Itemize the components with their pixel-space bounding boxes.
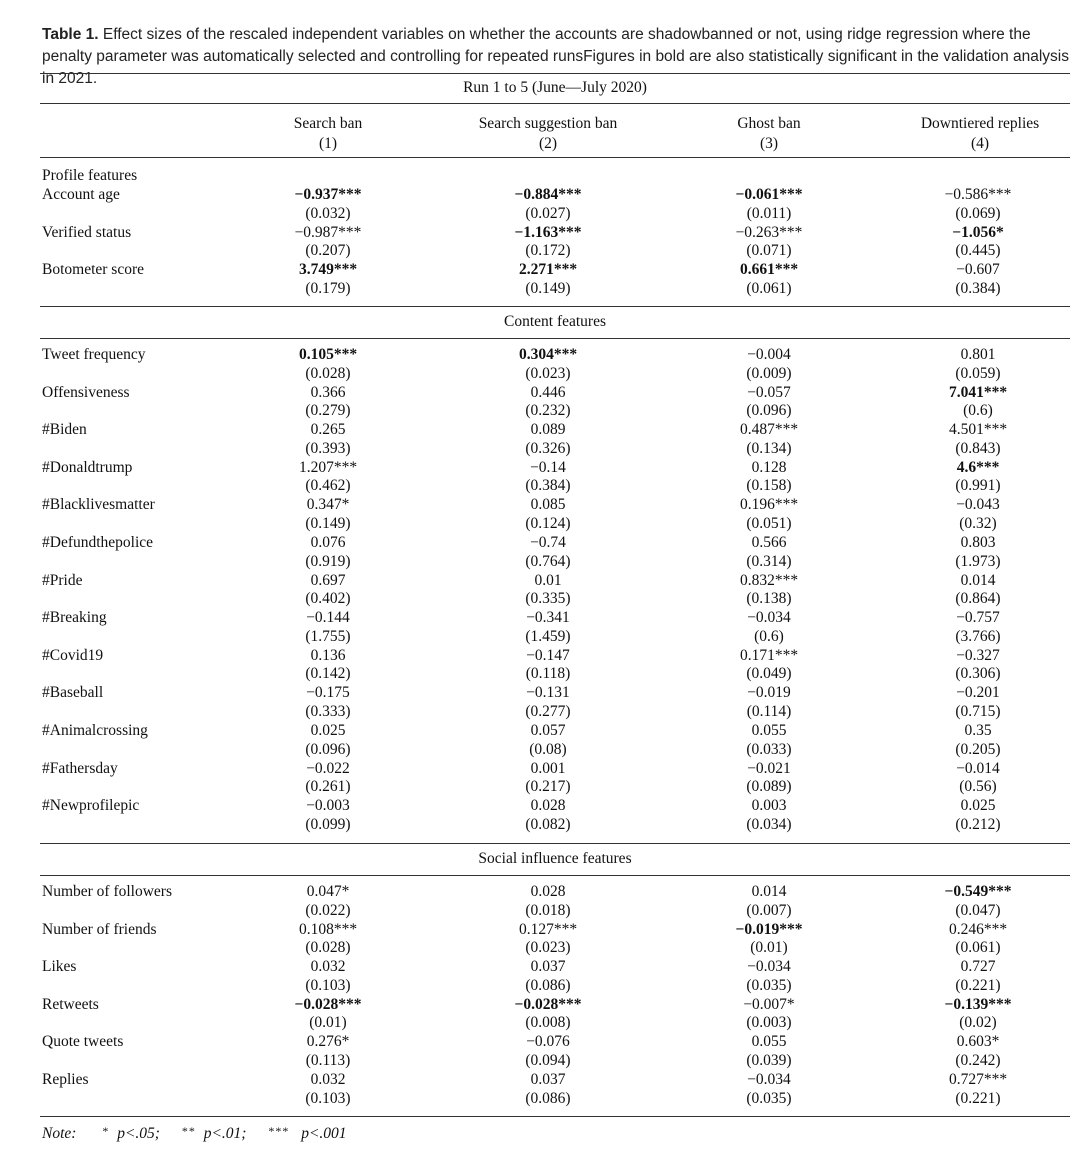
coefficient-cell: −0.021 (747, 759, 791, 777)
coefficient-cell: 0.055 (751, 1033, 787, 1051)
coefficient-cell: 0.832*** (739, 571, 799, 589)
row-label: Number of followers (42, 883, 172, 900)
standard-error-cell: (0.028) (305, 364, 351, 382)
coefficient-cell: 0.032 (310, 1071, 346, 1088)
standard-error-cell: (0.061) (746, 279, 792, 297)
coefficient-cell: −0.607 (956, 261, 1000, 279)
coefficient-cell: −0.034 (747, 958, 791, 976)
standard-error-cell: (0.059) (955, 364, 1001, 382)
coefficient-cell: −0.057 (747, 383, 791, 401)
note-p-1: p<.05; (117, 1125, 160, 1142)
content-start-rule (40, 338, 1070, 339)
standard-error-cell: (0.158) (746, 477, 792, 495)
caption-text: Effect sizes of the rescaled independent variables on whether the accounts are shadowbanned or not, using ridge regression where the penalty parameter was automatically selected and controlling for repeated runsFigures in bold are also statistically significant in the validation analysis in 2021. (42, 26, 1069, 87)
coefficient-cell: −0.034 (747, 609, 791, 627)
coefficient-cell: −0.987*** (294, 223, 362, 241)
row-label: #Pride (42, 571, 83, 589)
standard-error-cell: (0.032) (305, 204, 351, 222)
standard-error-cell: (0.232) (525, 402, 571, 420)
coefficient-cell: 0.089 (530, 421, 566, 439)
row-label: Botometer score (42, 261, 145, 279)
standard-error-cell: (0.179) (305, 279, 351, 297)
standard-error-cell: (0.843) (955, 439, 1001, 457)
standard-error-cell: (0.149) (305, 515, 351, 532)
coefficient-cell: −0.076 (526, 1033, 570, 1051)
coefficient-cell: 0.35 (964, 722, 992, 739)
coefficient-cell: −0.019*** (735, 920, 803, 938)
column-name: Search suggestion ban (478, 115, 618, 132)
section-title-content: Content features (503, 313, 606, 330)
coefficient-cell: 0.801 (960, 346, 996, 363)
column-header-ghost-ban (659, 114, 879, 154)
coefficient-cell: 0.028 (530, 883, 566, 900)
coefficient-cell: −0.74 (530, 534, 566, 551)
standard-error-cell: (0.118) (525, 665, 571, 683)
column-name: Downtiered replies (920, 115, 1040, 132)
standard-error-cell: (0.01) (309, 1014, 347, 1032)
coefficient-cell: −0.028*** (294, 995, 362, 1013)
standard-error-cell: (0.01) (750, 939, 788, 957)
column-header-downtiered-replies (870, 114, 1080, 154)
coefficient-cell: −0.061*** (735, 186, 803, 203)
standard-error-cell: (0.764) (525, 552, 571, 570)
standard-error-cell: (0.022) (305, 901, 351, 919)
coefficient-cell: 0.025 (310, 722, 346, 739)
standard-error-cell: (0.142) (305, 665, 351, 683)
standard-error-cell: (0.6) (963, 402, 993, 420)
standard-error-cell: (0.007) (746, 901, 792, 919)
standard-error-cell: (0.113) (305, 1052, 351, 1069)
standard-error-cell: (0.08) (529, 740, 567, 758)
bottom-rule (40, 1116, 1070, 1117)
row-label: Tweet frequency (42, 346, 146, 363)
standard-error-cell: (0.384) (525, 477, 571, 495)
standard-error-cell: (0.069) (955, 204, 1001, 222)
coefficient-cell: −0.937*** (294, 186, 362, 203)
standard-error-cell: (0.047) (955, 901, 1001, 919)
coefficient-cell: 0.001 (530, 759, 566, 777)
standard-error-cell: (0.035) (746, 976, 792, 994)
coefficient-cell: −0.028*** (514, 995, 582, 1013)
coefficient-cell: 0.085 (530, 496, 566, 514)
row-label: #Biden (42, 421, 87, 439)
coefficient-cell: 0.661*** (739, 261, 799, 279)
standard-error-cell: (0.124) (525, 515, 571, 532)
coefficient-cell: 0.025 (960, 797, 996, 815)
row-label: #Fathersday (42, 759, 118, 777)
standard-error-cell: (0.402) (305, 590, 351, 608)
note-p-3: p<.001 (301, 1125, 347, 1142)
standard-error-cell: (0.333) (305, 703, 351, 720)
coefficient-cell: 0.727*** (948, 1071, 1008, 1088)
coefficient-cell: 0.196*** (739, 496, 799, 514)
standard-error-cell: (0.134) (746, 439, 792, 457)
coefficient-cell: −0.131 (526, 684, 570, 702)
standard-error-cell: (0.32) (959, 515, 997, 532)
row-label: #Blacklivesmatter (42, 496, 155, 514)
coefficient-cell: 0.003 (751, 797, 787, 815)
standard-error-cell: (0.099) (305, 815, 351, 833)
standard-error-cell: (0.114) (746, 703, 792, 720)
coefficient-cell: 4.501*** (948, 421, 1008, 439)
coefficient-cell: 0.603* (956, 1033, 1000, 1051)
coefficient-cell: 2.271*** (518, 261, 578, 279)
standard-error-cell: (0.02) (959, 1014, 997, 1032)
coefficient-cell: 0.127*** (518, 920, 578, 938)
standard-error-cell: (0.6) (754, 627, 784, 645)
row-label: Number of friends (42, 920, 157, 938)
coefficient-cell: 0.128 (751, 458, 787, 476)
coefficient-cell: −0.034 (747, 1071, 791, 1088)
standard-error-cell: (0.242) (955, 1052, 1001, 1069)
coefficient-cell: −0.884*** (514, 186, 582, 203)
standard-error-cell: (0.096) (746, 402, 792, 420)
coefficient-cell: −0.341 (526, 609, 570, 627)
standard-error-cell: (0.279) (305, 402, 351, 420)
standard-error-cell: (0.207) (305, 242, 351, 260)
coefficient-cell: 4.6*** (956, 458, 1000, 476)
coefficient-cell: 0.037 (530, 1071, 566, 1088)
standard-error-cell: (0.094) (525, 1052, 571, 1069)
coefficient-cell: 0.727 (960, 958, 996, 976)
coefficient-cell: 0.136 (310, 646, 346, 664)
note-label: Note: (42, 1125, 77, 1142)
standard-error-cell: (0.172) (525, 242, 571, 260)
profile-end-rule (40, 306, 1070, 307)
coefficient-cell: 0.347* (306, 496, 350, 514)
standard-error-cell: (0.071) (746, 242, 792, 260)
coefficient-cell: −0.019 (747, 684, 791, 702)
note-star-2: ** (181, 1124, 196, 1138)
coefficient-cell: −0.175 (306, 684, 350, 702)
standard-error-cell: (0.039) (746, 1052, 792, 1069)
column-name: Search ban (293, 115, 363, 132)
caption-label: Table 1. (42, 26, 99, 43)
standard-error-cell: (0.033) (746, 740, 792, 758)
standard-error-cell: (0.306) (955, 665, 1001, 683)
coefficient-cell: −1.056* (952, 223, 1004, 241)
standard-error-cell: (0.715) (955, 703, 1001, 720)
standard-error-cell: (0.028) (305, 939, 351, 957)
coefficient-cell: 0.487*** (739, 421, 799, 439)
standard-error-cell: (0.149) (525, 279, 571, 297)
standard-error-cell: (0.096) (305, 740, 351, 758)
standard-error-cell: (0.261) (305, 778, 351, 796)
standard-error-cell: (0.009) (746, 364, 792, 382)
coefficient-cell: 3.749*** (298, 261, 358, 279)
run-title: Run 1 to 5 (June—July 2020) (463, 79, 647, 96)
standard-error-cell: (3.766) (955, 627, 1001, 645)
coefficient-cell: −0.757 (956, 609, 1000, 627)
coefficient-cell: −0.144 (306, 609, 350, 627)
significance-note (42, 1124, 347, 1143)
section-title-social: Social influence features (478, 850, 632, 867)
column-header-search-suggestion-ban (428, 114, 668, 154)
standard-error-cell: (0.314) (746, 552, 792, 570)
row-label: #Newprofilepic (42, 797, 140, 815)
coefficient-cell: −0.14 (530, 458, 566, 476)
standard-error-cell: (0.138) (746, 590, 792, 608)
column-number: (2) (538, 135, 558, 152)
coefficient-cell: 0.446 (530, 383, 566, 401)
standard-error-cell: (0.018) (525, 901, 571, 919)
standard-error-cell: (0.277) (525, 703, 571, 720)
coefficient-cell: −0.022 (306, 759, 350, 777)
coefficient-cell: 0.246*** (948, 920, 1008, 938)
coefficient-cell: 0.028 (530, 797, 566, 815)
standard-error-cell: (0.051) (746, 515, 792, 532)
coefficient-cell: 0.366 (310, 383, 346, 401)
standard-error-cell: (0.003) (746, 1014, 792, 1032)
coefficient-cell: 0.276* (306, 1033, 350, 1051)
column-number: (4) (970, 135, 990, 152)
header-rule (40, 157, 1070, 158)
row-label: Quote tweets (42, 1033, 124, 1051)
standard-error-cell: (0.082) (525, 815, 571, 833)
standard-error-cell: (0.049) (746, 665, 792, 683)
coefficient-cell: −0.327 (956, 646, 1000, 664)
column-header-search-ban (218, 114, 438, 154)
standard-error-cell: (0.086) (525, 976, 571, 994)
row-label: Offensiveness (42, 383, 130, 401)
coefficient-cell: 0.047* (306, 883, 350, 900)
standard-error-cell: (0.205) (955, 740, 1001, 758)
coefficient-cell: 1.207*** (298, 458, 358, 476)
note-star-1: * (102, 1124, 110, 1138)
coefficient-cell: −0.003 (306, 797, 350, 815)
row-label: #Covid19 (42, 646, 104, 664)
standard-error-cell: (1.459) (525, 627, 571, 645)
standard-error-cell: (0.034) (746, 815, 792, 833)
content-end-rule (40, 843, 1070, 844)
coefficient-cell: 0.057 (530, 722, 566, 739)
standard-error-cell: (0.384) (955, 279, 1001, 297)
standard-error-cell: (0.864) (955, 590, 1001, 608)
coefficient-cell: −0.043 (956, 496, 1000, 514)
coefficient-cell: 0.304*** (518, 346, 578, 363)
standard-error-cell: (0.061) (955, 939, 1001, 957)
standard-error-cell: (0.462) (305, 477, 351, 495)
coefficient-cell: 0.076 (310, 534, 346, 551)
standard-error-cell: (0.089) (746, 778, 792, 796)
note-p-2: p<.01; (203, 1125, 247, 1142)
coefficient-cell: −0.014 (956, 759, 1000, 777)
standard-error-cell: (0.919) (305, 552, 351, 570)
row-label: Likes (42, 958, 77, 976)
coefficient-cell: 0.171*** (739, 646, 799, 664)
coefficient-cell: 0.014 (751, 883, 787, 900)
coefficient-cell: 0.265 (310, 421, 346, 439)
standard-error-cell: (0.326) (525, 439, 571, 457)
row-label: #Donaldtrump (42, 458, 133, 476)
coefficient-cell: −0.549*** (944, 883, 1012, 900)
coefficient-cell: 0.108*** (298, 920, 358, 938)
standard-error-cell: (0.023) (525, 364, 571, 382)
standard-error-cell: (0.335) (525, 590, 571, 608)
row-label: #Baseball (42, 684, 104, 702)
coefficient-cell: 0.014 (960, 571, 996, 589)
row-label: #Breaking (42, 609, 107, 627)
standard-error-cell: (0.008) (525, 1014, 571, 1032)
standard-error-cell: (1.973) (955, 552, 1001, 570)
coefficient-cell: 7.041*** (948, 383, 1008, 401)
row-label: Verified status (42, 223, 132, 241)
coefficient-cell: −0.147 (526, 646, 570, 664)
top-rule (40, 73, 1070, 74)
row-label: #Animalcrossing (42, 722, 148, 739)
standard-error-cell: (0.393) (305, 439, 351, 457)
coefficient-cell: 0.697 (310, 571, 346, 589)
coefficient-cell: −0.004 (747, 346, 791, 363)
row-label: Account age (42, 186, 120, 203)
standard-error-cell: (0.56) (959, 778, 997, 796)
standard-error-cell: (0.212) (955, 815, 1001, 833)
standard-error-cell: (0.221) (955, 976, 1001, 994)
note-star-3: *** (268, 1124, 290, 1138)
standard-error-cell: (0.103) (305, 976, 351, 994)
row-label: Retweets (42, 995, 99, 1013)
coefficient-cell: −0.007* (743, 995, 795, 1013)
standard-error-cell: (0.086) (525, 1089, 571, 1107)
standard-error-cell: (0.217) (525, 778, 571, 796)
standard-error-cell: (0.221) (955, 1089, 1001, 1107)
coefficient-cell: 0.803 (960, 534, 996, 551)
coefficient-cell: 0.01 (534, 571, 562, 589)
coefficient-cell: 0.566 (751, 534, 787, 551)
standard-error-cell: (0.027) (525, 204, 571, 222)
section-label-profile: Profile features (42, 167, 138, 184)
coefficient-cell: −0.586*** (944, 186, 1012, 203)
coefficient-cell: −0.139*** (944, 995, 1012, 1013)
coefficient-cell: −0.263*** (735, 223, 803, 241)
coefficient-cell: 0.105*** (298, 346, 358, 363)
row-label: Replies (42, 1071, 89, 1088)
social-start-rule (40, 875, 1070, 876)
coefficient-cell: 0.055 (751, 722, 787, 739)
standard-error-cell: (0.103) (305, 1089, 351, 1107)
standard-error-cell: (1.755) (305, 627, 351, 645)
standard-error-cell: (0.445) (955, 242, 1001, 260)
run-title-rule (40, 103, 1070, 104)
standard-error-cell: (0.991) (955, 477, 1001, 495)
coefficient-cell: 0.037 (530, 958, 566, 976)
column-number: (1) (318, 135, 338, 152)
coefficient-cell: −0.201 (956, 684, 1000, 702)
standard-error-cell: (0.023) (525, 939, 571, 957)
standard-error-cell: (0.035) (746, 1089, 792, 1107)
coefficient-cell: −1.163*** (514, 223, 582, 241)
column-name: Ghost ban (737, 115, 801, 132)
standard-error-cell: (0.011) (746, 204, 792, 222)
column-number: (3) (759, 135, 779, 152)
row-label: #Defundthepolice (42, 534, 154, 551)
coefficient-cell: 0.032 (310, 958, 346, 976)
